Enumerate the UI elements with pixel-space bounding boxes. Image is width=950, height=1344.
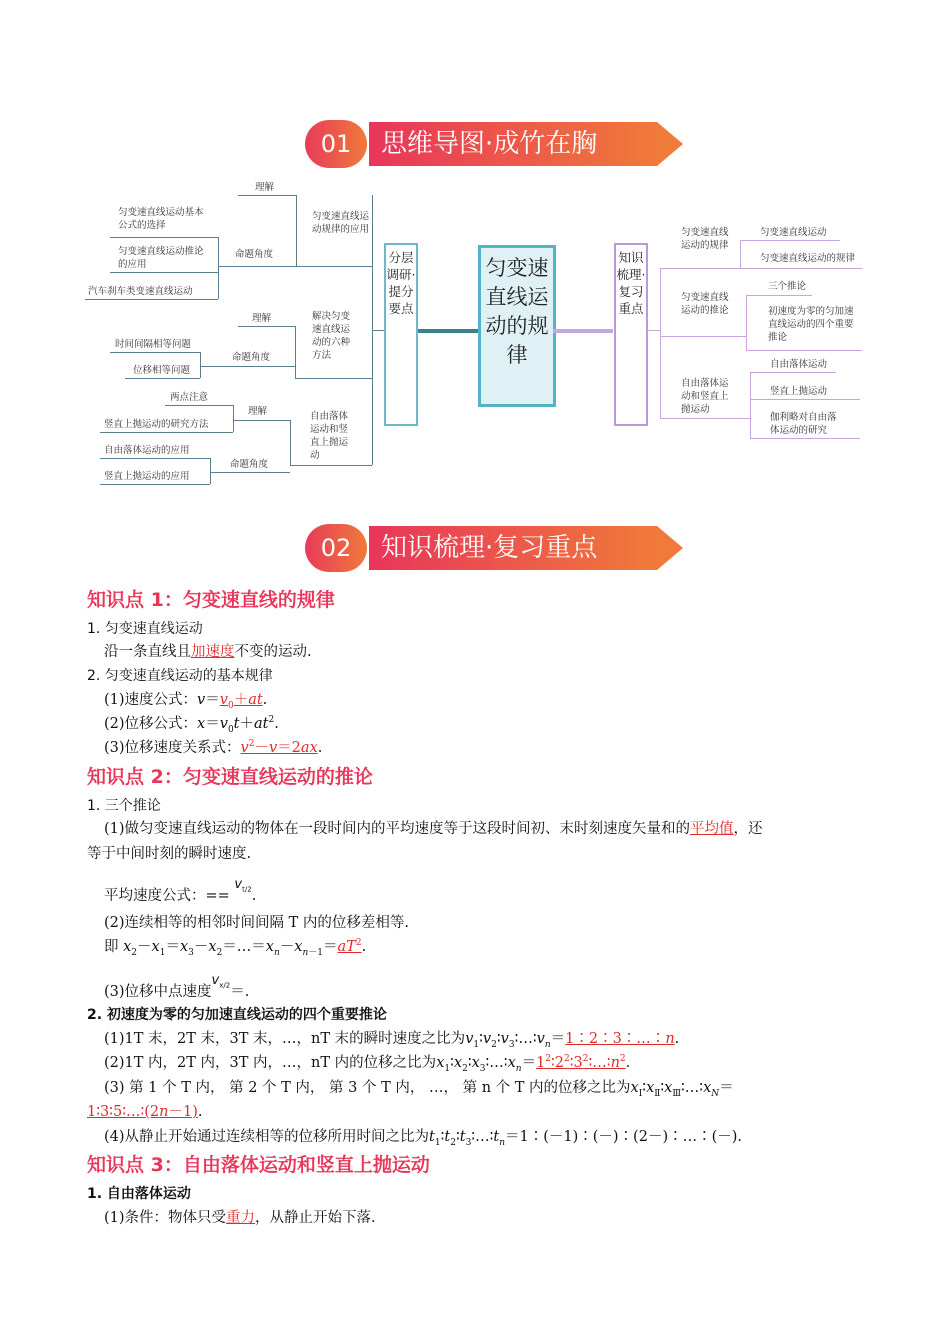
connector: [233, 420, 290, 421]
mindmap-label-angle: 命题角度: [235, 249, 274, 260]
inference-3-answer: 1∶3∶5∶…∶(2n－1).: [87, 1104, 203, 1120]
connector: [85, 299, 218, 300]
banner-number: 02: [305, 524, 367, 572]
inference-1: (1)1T 末，2T 末，3T 末，…，nT 末的瞬时速度之比为$v_1∶v_2∶v_3∶\dots∶v_n=1∶2∶3∶\dots∶n$.: [104, 1031, 680, 1050]
label: 即: [104, 939, 124, 955]
mindmap-left-branch: 分层调研·提分要点: [384, 243, 418, 426]
mindmap-right-branch: 知识梳理·复习重点: [614, 243, 648, 426]
text: (3)位移中点速度: [104, 984, 212, 1000]
kp2-title: 知识点 2：匀变速直线运动的推论: [87, 766, 373, 788]
kp2-para-1-cont: 等于中间时刻的瞬时速度.: [87, 846, 252, 862]
text: (4)从静止开始通过连续相等的位移所用时间之比为: [104, 1129, 430, 1145]
connector: [290, 420, 291, 465]
text: (1)做匀变速直线运动的物体在一段时间内的平均速度等于这段时间初、末时刻速度矢量和的: [104, 821, 691, 837]
connector: [125, 378, 200, 379]
connector: [660, 268, 661, 418]
text: 不变的运动.: [234, 644, 312, 660]
mindmap-right-node-1: 匀变速直线运动的规律: [681, 227, 729, 251]
connector: [238, 326, 295, 327]
connector: [660, 336, 746, 337]
connector: [296, 195, 297, 266]
velocity-displacement-formula: (3)位移速度关系式：$v^2-v=2ax$.: [104, 739, 323, 756]
mindmap-leaf: 自由落体运动的应用: [104, 445, 190, 456]
kp1-title: 知识点 1：匀变速直线的规律: [87, 589, 335, 611]
connector: [553, 329, 613, 333]
text: ，从静止开始下落.: [255, 1210, 376, 1226]
connector: [110, 352, 200, 353]
connector: [660, 418, 750, 419]
mindmap-leaf: 时间间隔相等问题: [115, 339, 192, 350]
banner-title: 思维导图·成竹在胸: [369, 122, 657, 166]
connector: [110, 237, 218, 238]
mindmap-leaf: 三个推论: [768, 281, 807, 292]
section-banner-1: [305, 120, 665, 168]
inference-2: (2)1T 内，2T 内，3T 内，…，nT 内的位移之比为$x_1∶x_2∶x_3∶\dots∶x_n=1^2∶2^2∶3^2∶\dots∶n^2$.: [104, 1054, 631, 1074]
mindmap-leaf: 匀变速直线运动推论的应用: [118, 246, 204, 270]
mindmap-leaf: 位移相等问题: [133, 365, 191, 376]
mindmap-leaf: 竖直上抛运动的研究方法: [104, 419, 209, 430]
connector: [416, 329, 478, 333]
mindmap-leaf: 竖直上抛运动的应用: [104, 471, 190, 482]
connector: [100, 458, 210, 459]
connector: [218, 237, 219, 299]
banner-number: 01: [305, 120, 367, 168]
answer-blank: 加速度: [191, 644, 235, 660]
mindmap-label-angle: 命题角度: [232, 352, 271, 363]
mindmap-leaf: 伽利略对自由落体运动的研究: [770, 412, 837, 436]
connector: [100, 484, 210, 485]
displacement-formula: (2)位移公式：$x=v_0t+at^2$.: [104, 715, 279, 735]
connector: [740, 240, 840, 241]
displacement-difference-formula: 即 $x_2-x_1=x_3-x_2=\dots=x_n-x_{n-1}=aT^2$.: [104, 938, 367, 958]
mindmap-leaf: 匀变速直线运动: [760, 227, 827, 238]
mindmap-node-g2: 解决匀变速直线运动的六种方法: [312, 311, 351, 361]
mindmap-node-g1: 匀变速直线运动规律的应用: [312, 211, 370, 235]
inference-3: (3) 第 1 个 T 内， 第 2 个 T 内， 第 3 个 T 内， …， 第 n 个 T 内的位移之比为$x_Ⅰ∶x_Ⅱ∶x_Ⅲ∶\dots∶x_N=$: [104, 1080, 734, 1099]
inference-4: (4)从静止开始通过连续相等的位移所用时间之比为$t_1∶t_2∶t_3∶\dots∶t_n=1∶(-1)∶(-)∶(2-)∶\dots∶(-)$.: [104, 1129, 743, 1148]
avg-velocity-formula: 平均速度公式：== $v_{t/2}$.: [104, 877, 257, 904]
kp1-definition: [104, 640, 312, 661]
connector: [218, 266, 296, 267]
answer-blank: 平均值: [690, 821, 734, 837]
kp2-para-3: (3)位移中点速度$v_{x/2}=$.: [104, 973, 250, 1000]
connector: [750, 372, 836, 373]
connector: [210, 472, 290, 473]
connector: [200, 366, 295, 367]
mindmap-label-lijie: 理解: [252, 313, 272, 324]
connector: [290, 465, 372, 466]
free-fall-condition: [104, 1206, 376, 1227]
kp2-subheading-2: 2. 初速度为零的匀加速直线运动的四个重要推论: [87, 1007, 387, 1023]
text: (1)条件：物体只受: [104, 1210, 227, 1226]
connector: [295, 378, 372, 379]
kp3-title: 知识点 3：自由落体运动和竖直上抛运动: [87, 1154, 430, 1176]
text: 沿一条直线且: [104, 644, 191, 660]
connector: [238, 195, 296, 196]
banner-arrow-icon: [657, 122, 683, 166]
connector: [750, 438, 860, 439]
text: (3) 第 1 个 T 内， 第 2 个 T 内， 第 3 个 T 内， …， 第 n 个 T 内的位移之比为: [104, 1080, 631, 1096]
answer-blank: 重力: [226, 1210, 256, 1226]
connector: [740, 240, 741, 268]
kp3-subheading-1: 1. 自由落体运动: [87, 1186, 191, 1202]
connector: [296, 266, 372, 267]
text: ，还: [733, 821, 763, 837]
connector: [165, 405, 233, 406]
mindmap-leaf: 匀变速直线运动基本公式的选择: [118, 207, 204, 231]
banner-title: 知识梳理·复习重点: [369, 526, 657, 570]
connector: [233, 405, 234, 432]
connector: [646, 330, 660, 331]
text: (1)1T 末，2T 末，3T 末，…，nT 末的瞬时速度之比为: [104, 1031, 466, 1047]
mindmap-leaf: 初速度为零的匀加速直线运动的四个重要推论: [768, 306, 854, 343]
mindmap-right-node-3: 自由落体运动和竖直上抛运动: [681, 378, 729, 415]
label: 平均速度公式：==: [104, 888, 230, 904]
section-banner-2: [305, 524, 665, 572]
kp2-para-2: (2)连续相等的相邻时间间隔 T 内的位移差相等.: [104, 915, 410, 931]
mindmap-leaf: 匀变速直线运动的规律: [760, 253, 856, 264]
mindmap-leaf: 汽车刹车类变速直线运动: [88, 286, 193, 297]
connector: [750, 372, 751, 438]
mindmap-node-g3: 自由落体运动和竖直上抛运动: [310, 411, 349, 461]
connector: [750, 399, 860, 400]
label: (2)位移公式：: [104, 716, 198, 732]
connector: [200, 352, 201, 378]
mindmap-leaf: 两点注意: [170, 392, 209, 403]
text: (2)1T 内，2T 内，3T 内，…，nT 内的位移之比为: [104, 1055, 437, 1071]
mindmap-label-angle: 命题角度: [230, 459, 269, 470]
kp2-subheading-1: 1. 三个推论: [87, 798, 161, 814]
connector: [746, 295, 812, 296]
connector: [295, 326, 296, 378]
kp1-subheading-1: 1. 匀变速直线运动: [87, 621, 203, 637]
label: (3)位移速度关系式：: [104, 740, 241, 756]
mindmap-label-lijie: 理解: [255, 182, 275, 193]
connector: [746, 295, 747, 350]
mindmap-center-node: 匀变速直线运动的规律: [478, 245, 556, 407]
connector: [210, 458, 211, 484]
connector: [740, 268, 862, 269]
connector: [110, 272, 218, 273]
banner-arrow-icon: [657, 526, 683, 570]
mindmap-leaf: 自由落体运动: [770, 359, 828, 370]
connector: [372, 330, 384, 331]
kp1-subheading-2: 2. 匀变速直线运动的基本规律: [87, 668, 273, 684]
velocity-formula: (1)速度公式：$v=v_0+at$.: [104, 692, 268, 711]
label: (1)速度公式：: [104, 692, 198, 708]
connector: [100, 432, 233, 433]
mindmap-label-lijie: 理解: [248, 406, 268, 417]
kp2-para-1: [104, 817, 763, 838]
connector: [660, 268, 740, 269]
connector: [746, 350, 862, 351]
mindmap-leaf: 竖直上抛运动: [770, 386, 828, 397]
mindmap-right-node-2: 匀变速直线运动的推论: [681, 292, 729, 316]
